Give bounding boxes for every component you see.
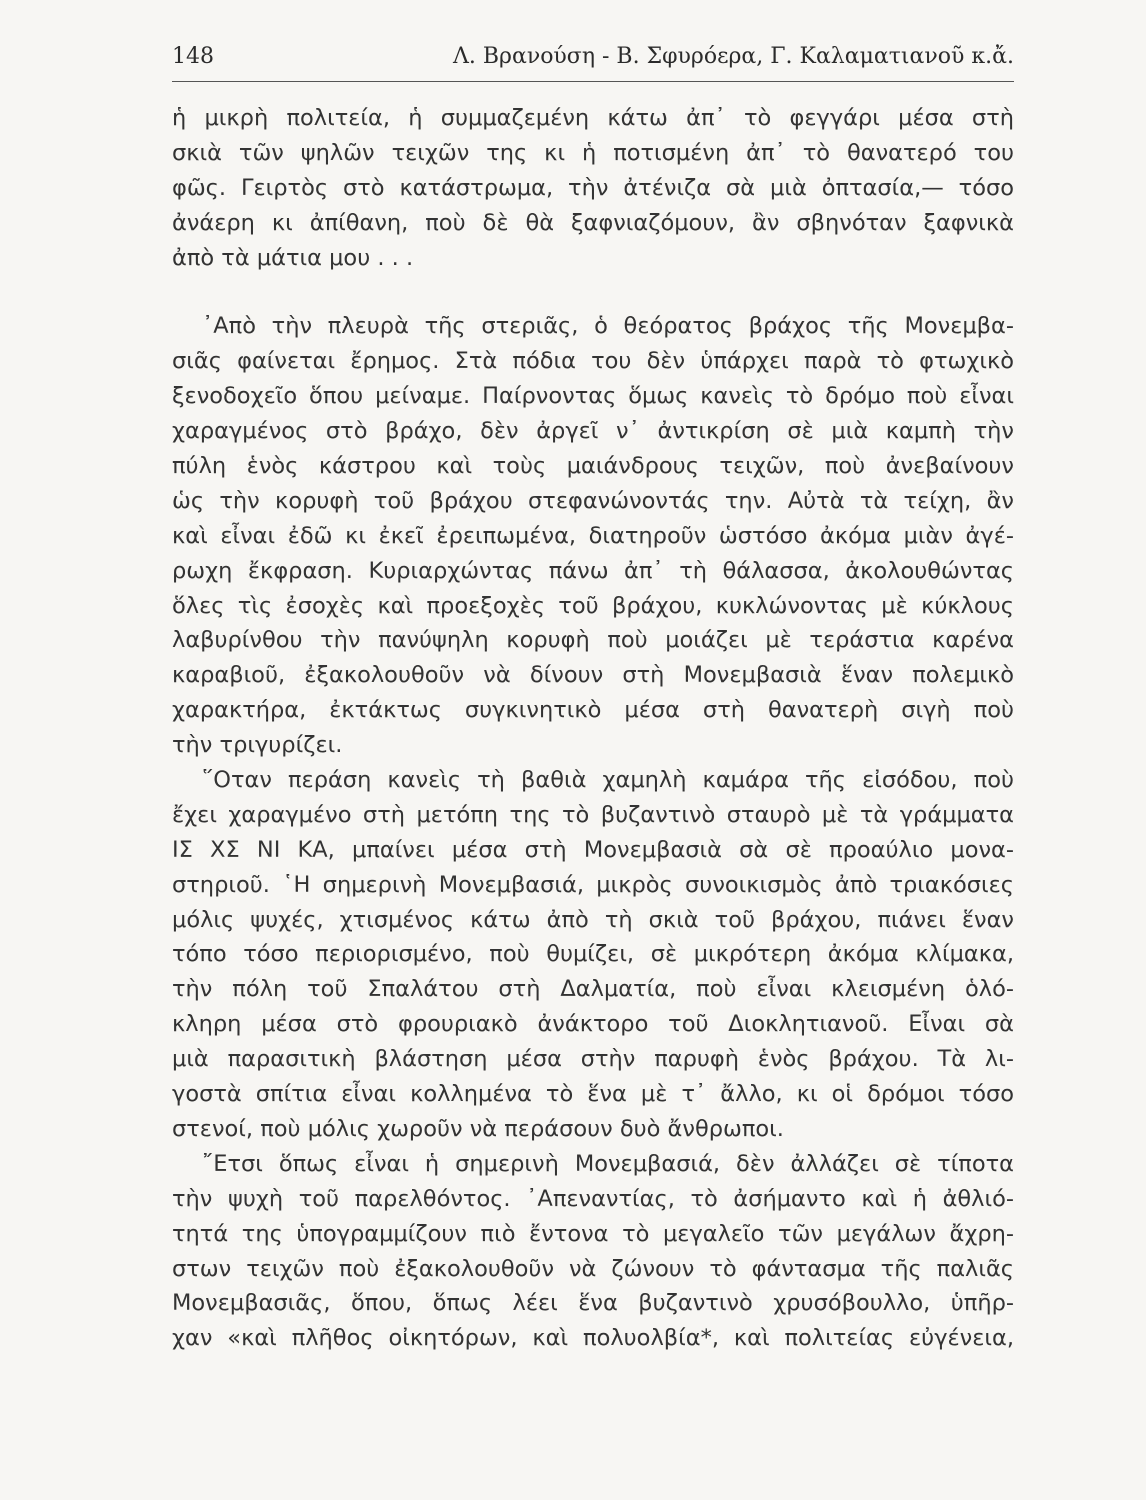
page-number: 148: [172, 44, 214, 69]
text-line: ρωχη ἔκφραση. Κυριαρχώντας πάνω ἀπ᾽ τὴ θάλασσα, ἀκολουθώντας: [172, 557, 1014, 584]
text-line: ῞Οταν περάση κανεὶς τὴ βαθιὰ χαμηλὴ καμάρα τῆς εἰσόδου, ποὺ: [202, 767, 1014, 794]
text-line: τητά της ὑπογραμμίζουν πιὸ ἔντονα τὸ μεγαλεῖο τῶν μεγάλων ἄχρη-: [172, 1220, 1014, 1247]
text-line: τὴν πόλη τοῦ Σπαλάτου στὴ Δαλματία, ποὺ εἶναι κλεισμένη ὁλό-: [172, 976, 1014, 1003]
text-line: ἀνάερη κι ἀπίθανη, ποὺ δὲ θὰ ξαφνιαζόμουν, ἂν σβηνόταν ξαφνικὰ: [172, 209, 1014, 236]
paragraph-4: [172, 1147, 1014, 1356]
text-line: φῶς. Γειρτὸς στὸ κατάστρωμα, τὴν ἀτένιζα σὰ μιὰ ὀπτασία,— τόσο: [172, 174, 1014, 201]
paragraph-1: [172, 101, 1014, 275]
text-line: Μονεμβασιᾶς, ὅπου, ὅπως λέει ἕνα βυζαντινὸ χρυσόβουλλο, ὑπῆρ-: [172, 1290, 1014, 1317]
text-line: ὡς τὴν κορυφὴ τοῦ βράχου στεφανώνοντάς την. Αὐτὰ τὰ τείχη, ἂν: [172, 487, 1014, 514]
paragraph-2: [172, 309, 1014, 763]
paragraph-gap: [172, 275, 1014, 309]
text-line: λαβυρίνθου τὴν πανύψηλη κορυφὴ ποὺ μοιάζει μὲ τεράστια καρένα: [172, 627, 1014, 654]
text-line: στηριοῦ. ῾Η σημερινὴ Μονεμβασιά, μικρὸς συνοικισμὸς ἀπὸ τριακόσιες: [172, 871, 1014, 898]
text-line: ξενοδοχεῖο ὅπου μείναμε. Παίρνοντας ὅμως κανεὶς τὸ δρόμο ποὺ εἶναι: [172, 383, 1014, 410]
text-line: τὴν τριγυρίζει.: [172, 732, 343, 759]
text-line: τόπο τόσο περιορισμένο, ποὺ θυμίζει, σὲ μικρότερη ἀκόμα κλίμακα,: [172, 941, 1014, 968]
text-line: ἀπὸ τὰ μάτια μου . . .: [172, 244, 414, 271]
text-line: κληρη μέσα στὸ φρουριακὸ ἀνάκτορο τοῦ Διοκλητιανοῦ. Εἶναι σὰ: [172, 1011, 1014, 1038]
text-line: στενοί, ποὺ μόλις χωροῦν νὰ περάσουν δυὸ ἄνθρωποι.: [172, 1115, 784, 1142]
text-line: ᾽Απὸ τὴν πλευρὰ τῆς στεριᾶς, ὁ θεόρατος βράχος τῆς Μονεμβα-: [202, 313, 1014, 340]
running-head: Λ. Βρανούση - Β. Σφυρόερα, Γ. Καλαματιανοῦ κ.ἄ.: [452, 44, 1014, 69]
text-line: ῎Ετσι ὅπως εἶναι ἡ σημερινὴ Μονεμβασιά, δὲν ἀλλάζει σὲ τίποτα: [202, 1150, 1014, 1177]
text-line: ἔχει χαραγμένο στὴ μετόπη της τὸ βυζαντινὸ σταυρὸ μὲ τὰ γράμματα: [172, 801, 1014, 828]
text-line: ΙΣ ΧΣ ΝΙ ΚΑ, μπαίνει μέσα στὴ Μονεμβασιὰ σὰ σὲ προαύλιο μονα-: [172, 836, 1014, 863]
page-header: [172, 44, 1014, 80]
text-line: σκιὰ τῶν ψηλῶν τειχῶν της κι ἡ ποτισμένη ἀπ᾽ τὸ θανατερό του: [172, 139, 1014, 166]
text-line: ἡ μικρὴ πολιτεία, ἡ συμμαζεμένη κάτω ἀπ᾽ τὸ φεγγάρι μέσα στὴ: [172, 105, 1014, 131]
body-text: [172, 101, 1014, 1356]
text-line: ὅλες τὶς ἐσοχὲς καὶ προεξοχὲς τοῦ βράχου, κυκλώνοντας μὲ κύκλους: [172, 592, 1014, 619]
text-line: μιὰ παρασιτικὴ βλάστηση μέσα στὴν παρυφὴ ἑνὸς βράχου. Τὰ λι-: [172, 1046, 1014, 1073]
text-line: τὴν ψυχὴ τοῦ παρελθόντος. ᾽Απεναντίας, τὸ ἀσήμαντο καὶ ἡ ἀθλιό-: [172, 1185, 1014, 1212]
text-line: μόλις ψυχές, χτισμένος κάτω ἀπὸ τὴ σκιὰ τοῦ βράχου, πιάνει ἕναν: [172, 906, 1014, 933]
text-line: χαραγμένος στὸ βράχο, δὲν ἀργεῖ ν᾽ ἀντικρίση σὲ μιὰ καμπὴ τὴν: [172, 418, 1014, 445]
text-line: χαν «καὶ πλῆθος οἰκητόρων, καὶ πολυολβία*, καὶ πολιτείας εὐγένεια,: [172, 1325, 1014, 1352]
header-rule: [172, 81, 1014, 82]
text-line: σιᾶς φαίνεται ἔρημος. Στὰ πόδια του δὲν ὑπάρχει παρὰ τὸ φτωχικὸ: [172, 348, 1014, 375]
text-line: γοστὰ σπίτια εἶναι κολλημένα τὸ ἕνα μὲ τ᾽ ἄλλο, κι οἱ δρόμοι τόσο: [172, 1081, 1014, 1108]
paragraph-3: [172, 763, 1014, 1147]
text-line: πύλη ἑνὸς κάστρου καὶ τοὺς μαιάνδρους τειχῶν, ποὺ ἀνεβαίνουν: [172, 453, 1014, 480]
text-line: χαρακτήρα, ἐκτάκτως συγκινητικὸ μέσα στὴ θανατερὴ σιγὴ ποὺ: [172, 697, 1014, 724]
text-line: στων τειχῶν ποὺ ἐξακολουθοῦν νὰ ζώνουν τὸ φάντασμα τῆς παλιᾶς: [172, 1255, 1014, 1282]
text-line: καὶ εἶναι ἐδῶ κι ἐκεῖ ἐρειπωμένα, διατηροῦν ὡστόσο ἀκόμα μιὰν ἀγέ-: [172, 522, 1014, 549]
text-line: καραβιοῦ, ἐξακολουθοῦν νὰ δίνουν στὴ Μονεμβασιὰ ἕναν πολεμικὸ: [172, 662, 1014, 689]
